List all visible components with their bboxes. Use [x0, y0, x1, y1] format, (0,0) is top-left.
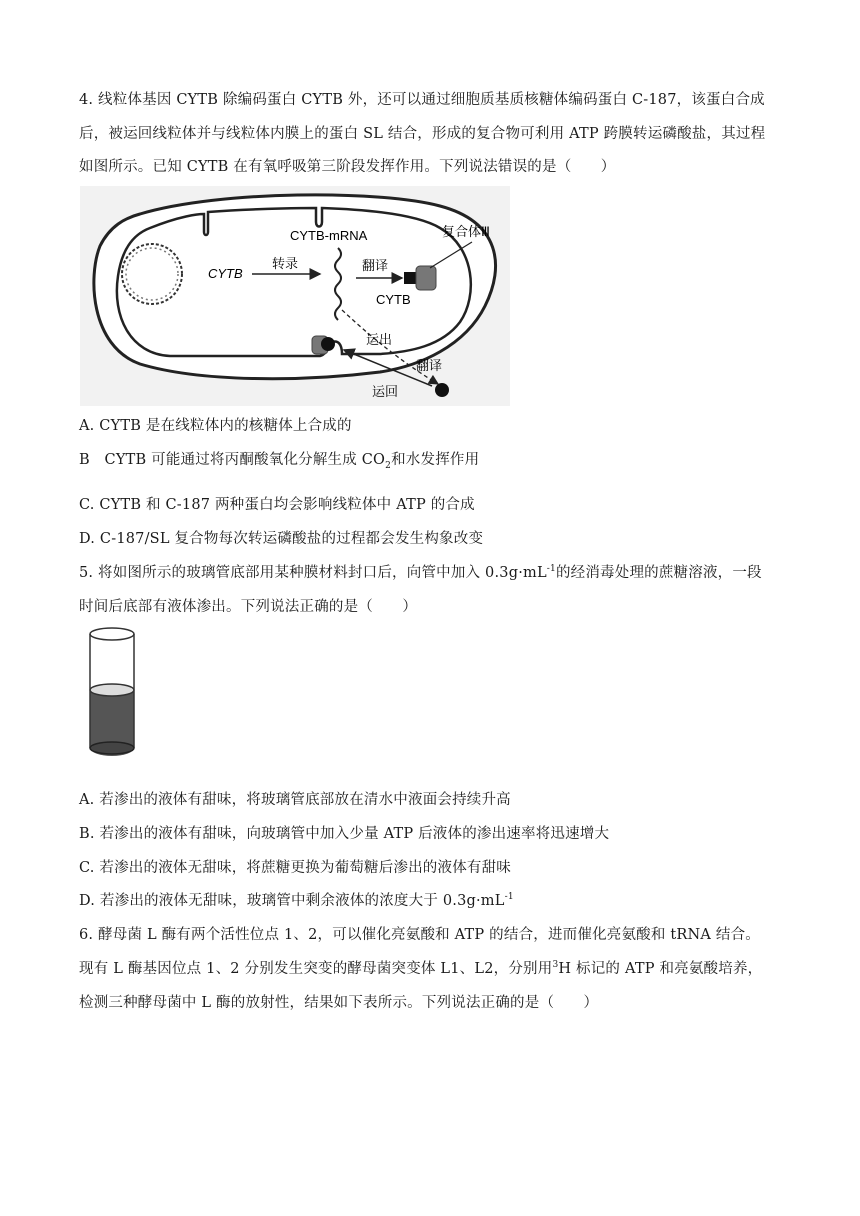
q5-stem-line1: 5. 将如图所示的玻璃管底部用某种膜材料封口后，向管中加入 $0.3g\cdot mL^{-1}$的经消毒处理的蔗糖溶液，一段: [79, 564, 762, 581]
translate-out-label: 翻译: [416, 358, 443, 373]
q6-stem-line2: 现有 L 酶基因位点 1、2 分别发生突变的酵母菌突变体 L1、L2，分别用$^3$H 标记的 ATP 和亮氨酸培养，: [79, 960, 763, 977]
q6-stem-line3: 检测三种酵母菌中 L 酶的放射性，结果如下表所示。下列说法正确的是（ ）: [79, 995, 599, 1011]
c187-bound-dot: [321, 337, 335, 351]
mrna-label: CYTB-mRNA: [290, 228, 368, 243]
q4-option-d: D. C-187/SL 复合物每次转运磷酸盐的过程都会发生构象改变: [79, 531, 484, 547]
return-label: 运回: [372, 384, 399, 399]
translate-in-label: 翻译: [362, 258, 389, 273]
c187-cytosol-dot: [435, 383, 449, 397]
q4-option-b: B CYTB 可能通过将丙酮酸氧化分解生成 $CO_2$和水发挥作用: [79, 452, 480, 471]
glass-tube-diagram: [84, 624, 140, 764]
q4-stem-line3: 如图所示。已知 CYTB 在有氧呼吸第三阶段发挥作用。下列说法错误的是（ ）: [79, 159, 616, 175]
q5-option-c: C. 若渗出的液体无甜味，将蔗糖更换为葡萄糖后渗出的液体有甜味: [79, 860, 511, 876]
q5-stem-line2: 时间后底部有液体渗出。下列说法正确的是（ ）: [79, 599, 418, 615]
cytb-protein-square: [404, 272, 416, 284]
complex-iii-label: 复合体Ⅲ: [442, 224, 490, 239]
q5-option-a: A. 若渗出的液体有甜味，将玻璃管底部放在清水中液面会持续升高: [79, 792, 511, 808]
cytb-gene-label: CYTB: [208, 266, 243, 281]
complex-iii-block: [416, 266, 436, 290]
mitochondrion-diagram: [80, 186, 510, 406]
q4-option-c: C. CYTB 和 C-187 两种蛋白均会影响线粒体中 ATP 的合成: [79, 497, 475, 513]
export-label: 运出: [366, 332, 393, 347]
q4-stem-line2: 后，被运回线粒体并与线粒体内膜上的蛋白 SL 结合，形成的复合物可利用 ATP 跨膜转运磷酸盐，其过程: [79, 126, 766, 142]
cytb-protein-label: CYTB: [376, 292, 411, 307]
q6-stem-line1: 6. 酵母菌 L 酶有两个活性位点 1、2，可以催化亮氨酸和 ATP 的结合，进而催化亮氨酸和 tRNA 结合。: [79, 927, 760, 943]
q5-option-d: D. 若渗出的液体无甜味，玻璃管中剩余液体的浓度大于 $0.3g\cdot mL^{-1}$: [79, 892, 514, 909]
transcribe-label: 转录: [272, 256, 299, 271]
q5-option-b: B. 若渗出的液体有甜味，向玻璃管中加入少量 ATP 后液体的渗出速率将迅速增大: [79, 826, 610, 842]
q4-stem-line1: 4. 线粒体基因 CYTB 除编码蛋白 CYTB 外，还可以通过细胞质基质核糖体编码蛋白 C-187，该蛋白合成: [79, 92, 765, 108]
q4-option-a: A. CYTB 是在线粒体内的核糖体上合成的: [79, 418, 352, 434]
